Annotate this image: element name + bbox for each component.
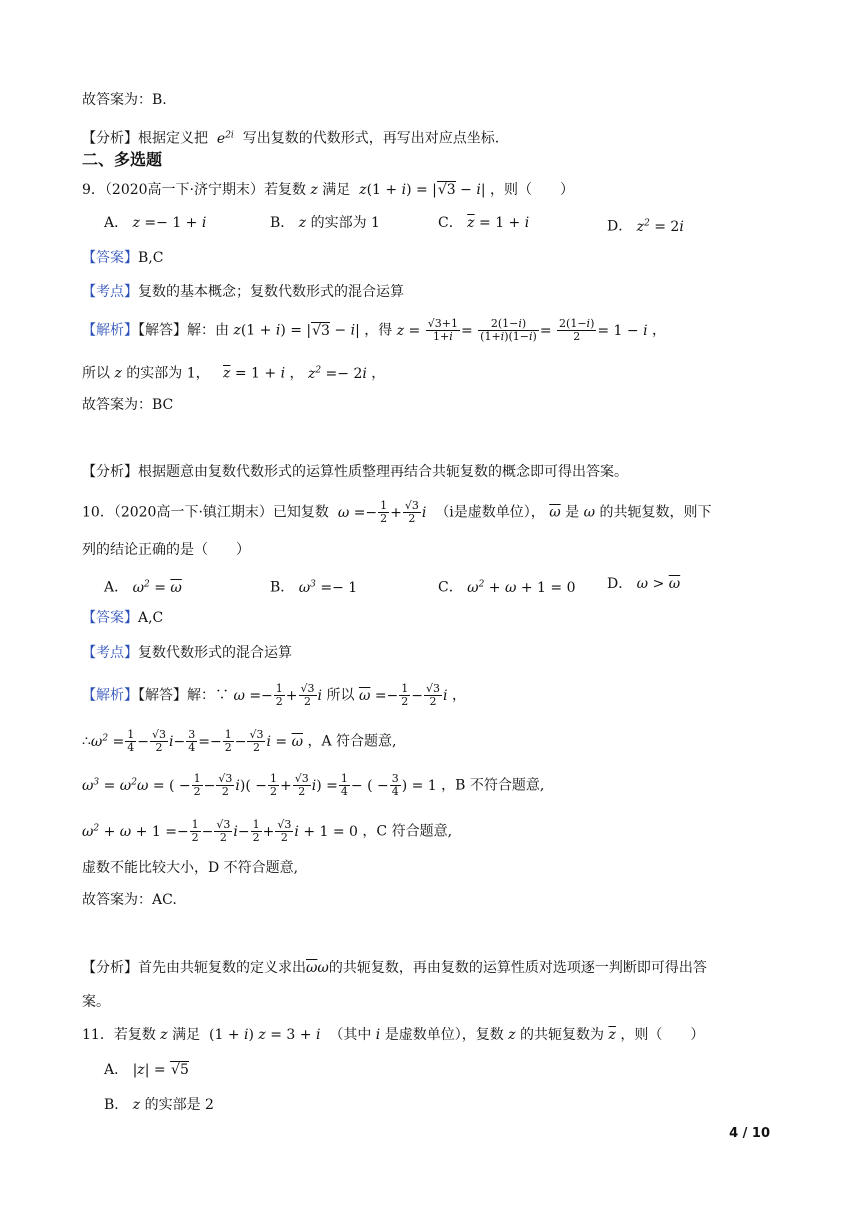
section-title: 二、多选题: [82, 150, 163, 169]
q9-solution-1: 【解析】【解答】解：由 z(1 + i) = |√3 − i| ，得 z = $\frac{√3+1}{1+i}$ = $\frac{2(1-i)}{(1+i)(1-i)}$ = $\frac{2(1-i)}{2}$ = 1 − i ，: [82, 317, 667, 343]
q11-stem: 11．若复数 z 满足 (1 + i) z = 3 + i （其中 i 是虚数单位），复数 z 的共轭复数为 $\overline{z}$ ，则（ ）: [82, 1027, 705, 1043]
q10-analysis-line2: 案。: [82, 994, 110, 1010]
q10-option-c: C． $\omega^2 + \omega + 1 = 0$: [438, 579, 576, 596]
q11-option-a: A． |z| = √5: [104, 1062, 189, 1078]
q10-answer: 【答案】A,C: [82, 610, 164, 626]
formula: $e^{2i}$: [212, 130, 234, 147]
q9-answer: 【答案】B,C: [82, 250, 164, 266]
formula: z = $\frac{√3+1}{1+i}$ = $\frac{2(1-i)}{(1+i)(1-i)}$ = $\frac{2(1-i)}{2}$ = 1 − i: [396, 317, 648, 343]
q9-stem: 9．（2020高一下·济宁期末）若复数 z 满足 z(1 + i) = |√3 − i| ，则（ ）: [82, 182, 574, 198]
q9-solution-2: 所以 z 的实部为 1， $\overline{z} = 1 + i$ ， $z^2 =- 2i$ ，: [82, 365, 386, 382]
q10-analysis: 【分析】首先由共轭复数的定义求出$\overline{\omega}\omega$的共轭复数，再由复数的运算性质对选项逐一判断即可得出答: [82, 960, 707, 976]
q9-option-d: D． $z^2 = 2i$: [607, 218, 684, 235]
formula: z(1 + i) = |√3 − i|: [233, 322, 360, 339]
q11-option-b: B． z 的实部是 2: [104, 1097, 214, 1113]
q10-stem: 10．（2020高一下·镇江期末）已知复数 ω =− $\frac{1}{2}$ + $\frac{√3}{2}$ i （i是虚数单位）， $\overline{\omega}$ 是 ω 的共轭复数，则下: [82, 499, 712, 525]
q10-option-d: D． $\omega > \overline{\omega}$: [607, 576, 681, 592]
analysis-tag: 【分析】: [82, 130, 138, 147]
q10-option-b: B． $\omega^3 =- 1$: [270, 579, 358, 596]
q9-option-c: C． $\overline{z} = 1 + i$: [438, 215, 530, 231]
formula: z(1 + i) = |√3 − i|: [354, 182, 486, 198]
q10-stem-line2: 列的结论正确的是（ ）: [82, 542, 250, 558]
q9-option-b: B． z 的实部为 1: [270, 215, 380, 231]
q9-kaodian: 【考点】复数的基本概念；复数代数形式的混合运算: [82, 284, 404, 300]
q10-solution-5: 虚数不能比较大小，D 不符合题意,: [82, 860, 299, 876]
q10-kaodian: 【考点】复数代数形式的混合运算: [82, 645, 292, 661]
q10-conclusion: 故答案为：AC.: [82, 892, 177, 908]
q9-option-a: A． z =− 1 + i: [104, 215, 207, 231]
prev-analysis: 【分析】根据定义把 $e^{2i}$ 写出复数的代数形式，再写出对应点坐标.: [82, 130, 500, 147]
q9-conclusion: 故答案为：BC: [82, 397, 174, 413]
q10-solution-2: $\therefore\omega^2$ = $\frac{1}{4}$ − $\frac{√3}{2}$ i− $\frac{3}{4}$ =− $\frac{1}{2}$ − $\frac{√3}{2}$ $i = \overline{\omega}$ ，A 符合题意,: [82, 728, 397, 755]
page-number: 4 / 10: [729, 1126, 770, 1141]
q10-solution-4: $\omega^2 + \omega + 1$ =− $\frac{1}{2}$ − $\frac{√3}{2}$ i− $\frac{1}{2}$ + $\frac{√3}{2}$ i + 1 = 0 ，C 符合题意,: [82, 818, 453, 845]
q10-solution-1: 【解析】【解答】解：∵ ω =− $\frac{1}{2}$ + $\frac{√3}{2}$ i 所以 $\overline{\omega}$ =− $\frac{1}{2}$ − $\frac{√3}{2}$ i ，: [82, 682, 466, 708]
prev-answer-line: 故答案为：B.: [82, 92, 167, 108]
q10-option-a: A． $\omega^2 = \overline{\omega}$: [104, 579, 182, 596]
formula: ω =− $\frac{1}{2}$ + $\frac{√3}{2}$ i: [333, 499, 427, 525]
q10-solution-3: $\omega^3 = \omega^2\omega$ = ( − $\frac{1}{2}$ − $\frac{√3}{2}$ i)( − $\frac{1}{2}$ + $\frac{√3}{2}$ i) = $\frac{1}{4}$ − ( − $\frac{3}{4}$ ) = 1 ，B 不符合题意,: [82, 772, 545, 799]
q9-analysis: 【分析】根据题意由复数代数形式的运算性质整理再结合共轭复数的概念即可得出答案。: [82, 464, 628, 480]
